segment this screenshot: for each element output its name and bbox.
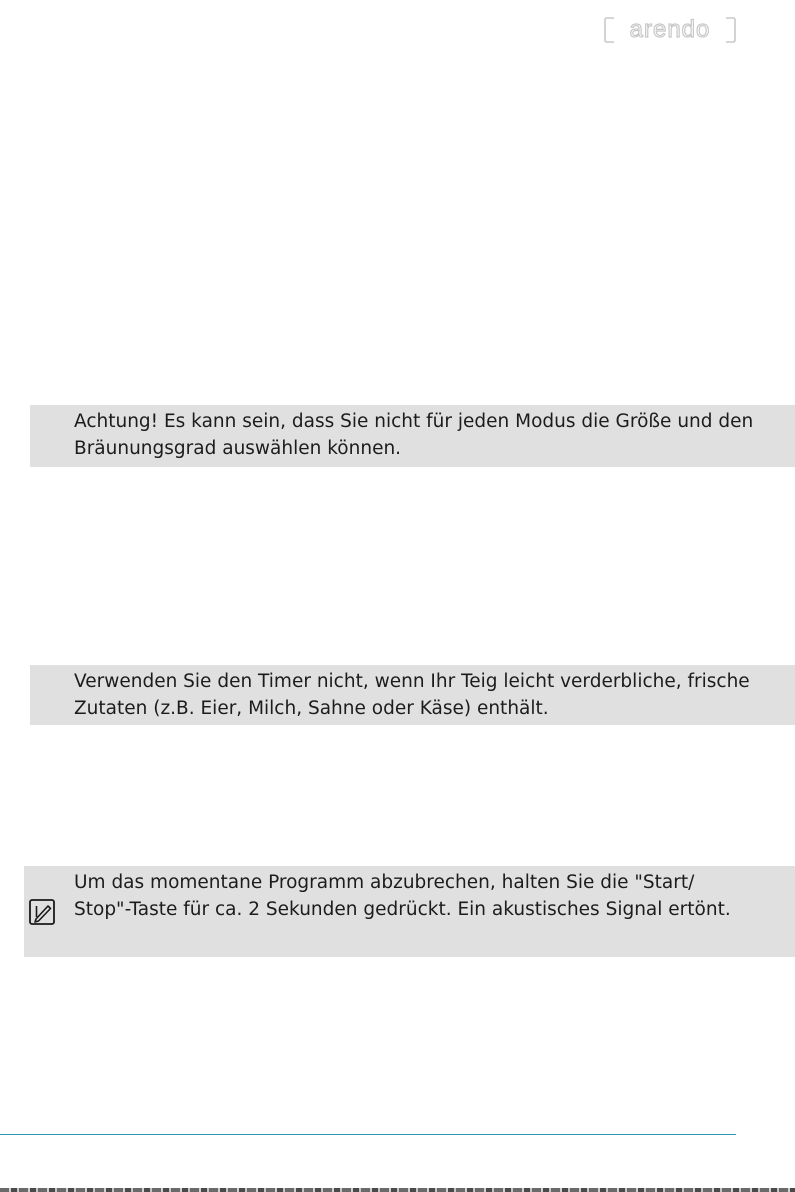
- footer-divider: [0, 1134, 736, 1135]
- page-edge-strip: [0, 1188, 795, 1192]
- note-text: Verwenden Sie den Timer nicht, wenn Ihr Teig leicht verderbliche, frische Zutaten (z.B. Eier, Milch, Sahne oder Käse) enthält.: [74, 671, 750, 719]
- brand-logo: [604, 16, 736, 44]
- info-note-cancel-program: [24, 866, 795, 957]
- note-text: Achtung! Es kann sein, dass Sie nicht für jeden Modus die Größe und den Bräunungsgrad auswählen können.: [74, 411, 754, 459]
- warning-note-size-browning: [30, 405, 795, 467]
- note-pencil-icon: [28, 898, 56, 926]
- note-text: Um das momentane Programm abzubrechen, halten Sie die "Start/ Stop"-Taste für ca. 2 Sekunden gedrückt. Ein akustisches Signal ertönt.: [74, 872, 731, 920]
- logo-wordmark: arendo: [629, 16, 711, 43]
- warning-note-timer: [30, 665, 795, 725]
